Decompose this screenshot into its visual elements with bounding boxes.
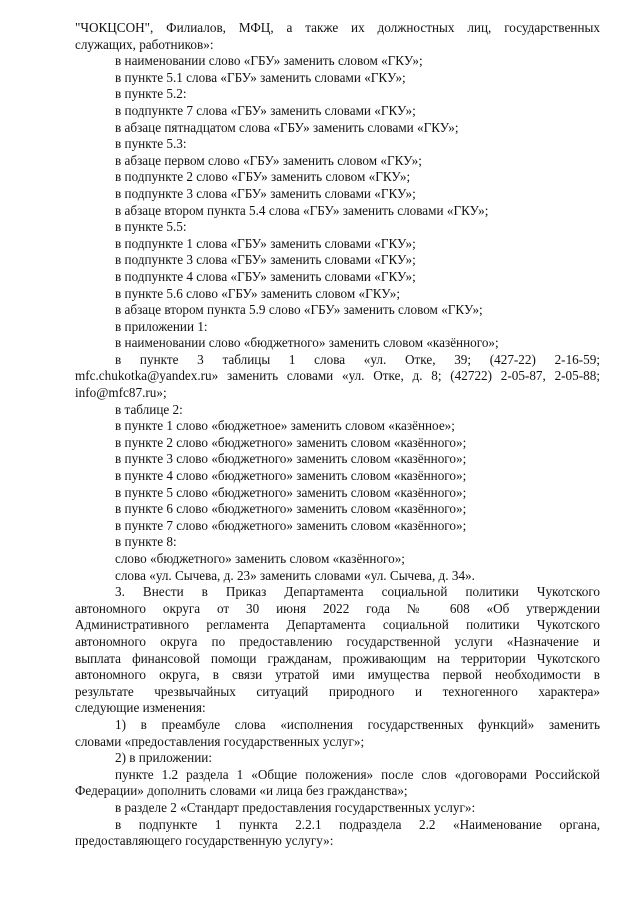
- text-line: автономного округа, в связи утратой ими имущества первой необходимости в: [75, 667, 600, 683]
- text-line: в пункте 7 слово «бюджетного» заменить словом «казённого»;: [115, 517, 467, 533]
- text-line: словами «предоставления государственных услуг»;: [75, 733, 365, 749]
- text-line: в пункте 8:: [115, 534, 177, 550]
- text-line: выплата финансовой помощи гражданам, проживающим на территории Чукотского: [75, 650, 600, 666]
- text-line: в подпункте 3 слова «ГБУ» заменить словами «ГКУ»;: [115, 185, 416, 201]
- text-line: в подпункте 7 слова «ГБУ» заменить словами «ГКУ»;: [115, 102, 416, 118]
- text-line: в пункте 5.1 слова «ГБУ» заменить словами «ГКУ»;: [115, 69, 406, 85]
- text-line: в абзаце втором пункта 5.4 слова «ГБУ» заменить словами «ГКУ»;: [115, 202, 489, 218]
- text-line: слова «ул. Сычева, д. 23» заменить словами «ул. Сычева, д. 34».: [115, 567, 475, 583]
- text-line: в пункте 5.5:: [115, 219, 187, 235]
- text-line: следующие изменения:: [75, 700, 206, 716]
- text-line: в разделе 2 «Стандарт предоставления государственных услуг»:: [115, 799, 476, 815]
- text-line: в абзаце втором пункта 5.9 слово «ГБУ» заменить словом «ГКУ»;: [115, 302, 483, 318]
- text-line: в абзаце пятнадцатом слова «ГБУ» заменить словами «ГКУ»;: [115, 119, 459, 135]
- text-line: автономного округа по предоставлению государственной услуги «Назначение и: [75, 633, 600, 649]
- text-line: Федерации» дополнить словами «и лица без гражданства»;: [75, 783, 408, 799]
- text-line: в подпункте 1 пункта 2.2.1 подраздела 2.2 «Наименование органа,: [115, 816, 600, 832]
- text-line: в пункте 5.2:: [115, 86, 187, 102]
- text-line: в подпункте 3 слова «ГБУ» заменить словами «ГКУ»;: [115, 252, 416, 268]
- text-line: предоставляющего государственную услугу»:: [75, 833, 334, 849]
- text-line: слово «бюджетного» заменить словом «казённого»;: [115, 551, 405, 566]
- text-line: пункте 1.2 раздела 1 «Общие положения» после слов «договорами Российской: [115, 766, 600, 782]
- text-line: в подпункте 1 слова «ГБУ» заменить словами «ГКУ»;: [115, 235, 416, 251]
- text-line: в таблице 2:: [115, 401, 183, 417]
- text-line: в пункте 2 слово «бюджетного» заменить словом «казённого»;: [115, 434, 467, 450]
- text-line: в пункте 3 слово «бюджетного» заменить словом «казённого»;: [115, 451, 467, 467]
- text-line: Административного регламента Департамента социальной политики Чукотского: [75, 617, 600, 633]
- text-line: в пункте 6 слово «бюджетного» заменить словом «казённого»;: [115, 501, 467, 517]
- text-line: в пункте 3 таблицы 1 слова «ул. Отке, 39; (427-22) 2-16-59;: [115, 351, 600, 367]
- text-line: в пункте 4 слово «бюджетного» заменить словом «казённого»;: [115, 468, 467, 484]
- text-line: в подпункте 4 слова «ГБУ» заменить словами «ГКУ»;: [115, 268, 416, 284]
- document-body: [75, 20, 600, 850]
- text-line: в пункте 5 слово «бюджетного» заменить словом «казённого»;: [115, 484, 467, 500]
- text-line: в приложении 1:: [115, 318, 208, 334]
- text-line: 3. Внести в Приказ Департамента социальной политики Чукотского: [115, 584, 600, 600]
- text-line: в пункте 5.6 слово «ГБУ» заменить словом «ГКУ»;: [115, 285, 401, 301]
- text-line: автономного округа от 30 июня 2022 года № 608 «Об утверждении: [75, 600, 600, 616]
- text-line: служащих, работников»:: [75, 36, 214, 52]
- text-line: "ЧОКЦСОН", Филиалов, МФЦ, а также их должностных лиц, государственных: [75, 20, 600, 35]
- text-line: 2) в приложении:: [115, 750, 212, 766]
- text-line: info@mfc87.ru»;: [75, 385, 167, 401]
- text-line: в пункте 5.3:: [115, 136, 187, 152]
- text-line: в наименовании слово «бюджетного» заменить словом «казённого»;: [115, 335, 499, 351]
- text-line: 1) в преамбуле слова «исполнения государственных функций» заменить: [115, 716, 600, 732]
- text-line: mfc.chukotka@yandex.ru» заменить словами «ул. Отке, д. 8; (42722) 2-05-87, 2-05-88;: [75, 368, 600, 384]
- text-line: в наименовании слово «ГБУ» заменить словом «ГКУ»;: [115, 53, 423, 69]
- text-line: в пункте 1 слово «бюджетное» заменить словом «казённое»;: [115, 418, 455, 434]
- text-line: в абзаце первом слово «ГБУ» заменить словом «ГКУ»;: [115, 152, 422, 168]
- text-line: в подпункте 2 слово «ГБУ» заменить словом «ГКУ»;: [115, 169, 411, 185]
- text-line: результате чрезвычайных ситуаций природного и техногенного характера»: [75, 683, 600, 699]
